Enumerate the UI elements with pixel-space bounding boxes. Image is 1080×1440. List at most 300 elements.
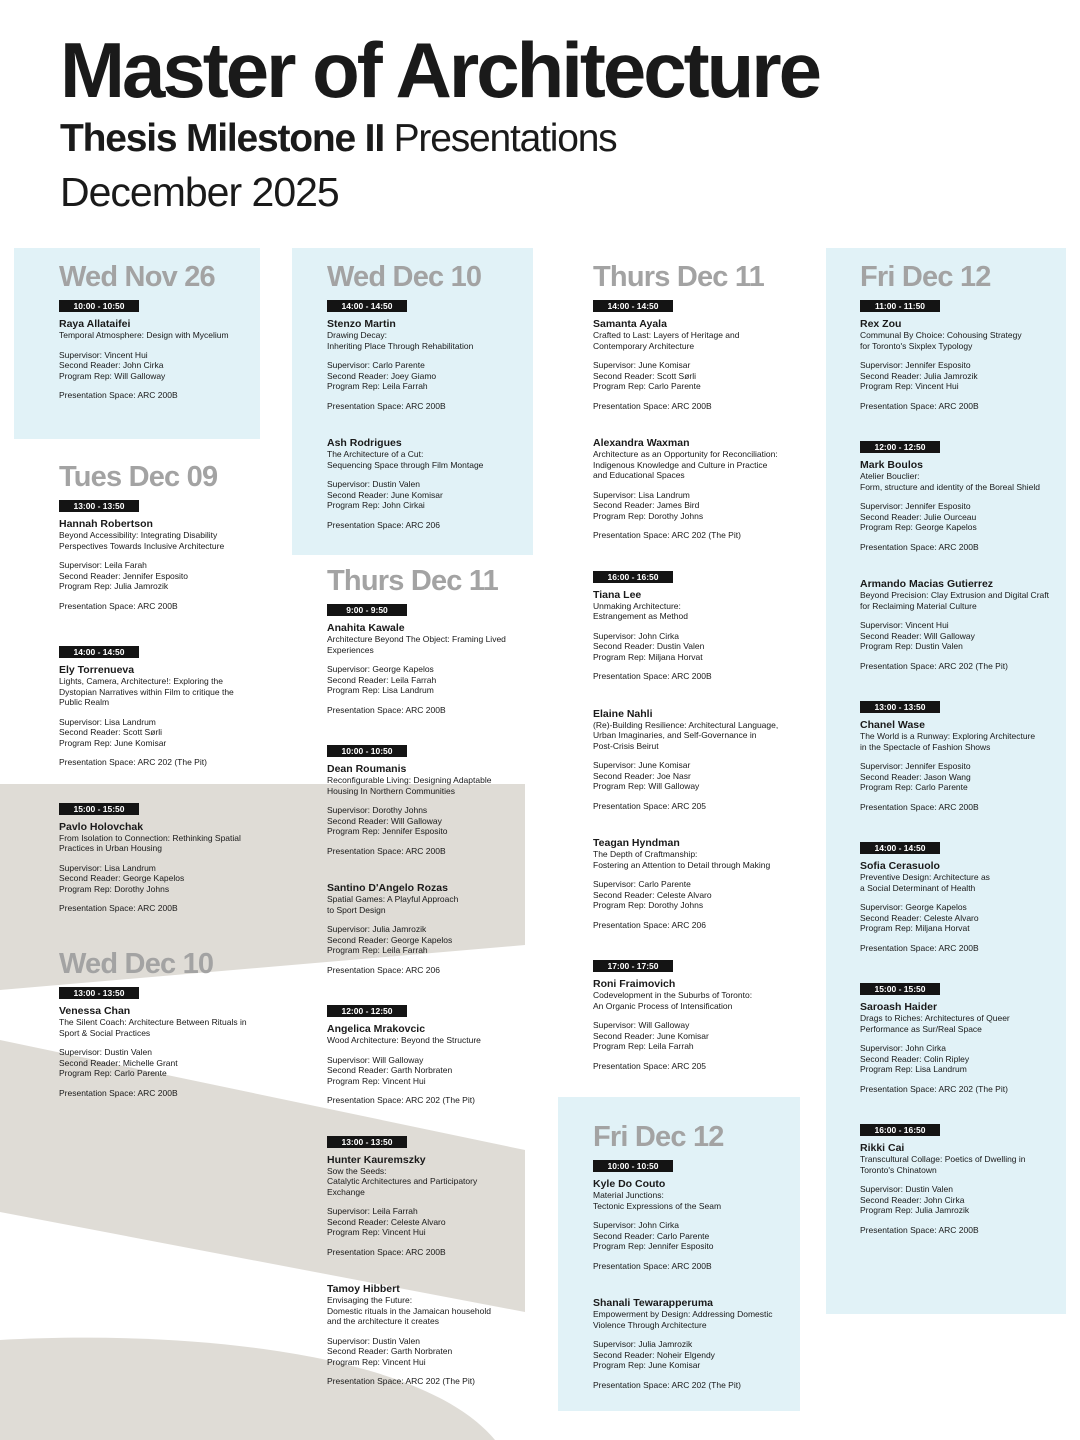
thesis-title: Material Junctions: Tectonic Expressions of the Seam [593,1190,722,1211]
program-rep-name: Will Galloway [648,781,700,791]
presentation-space-room: ARC 206 [405,964,440,975]
committee-list [860,761,1060,793]
presentation-space-label: Presentation Space: [593,530,670,540]
presentation-entry [593,956,793,1071]
committee-list [860,1043,1060,1075]
second-reader-label: Second Reader: [59,1057,121,1068]
supervisor-row [860,360,1060,371]
thesis-title: Sow the Seeds: Catalytic Architectures and Participatory Exchange [327,1165,478,1197]
presentation-space-room: ARC 200B [405,400,446,411]
student-name: Angelica Mrakovcic [327,1023,426,1035]
supervisor-label: Supervisor: [327,664,370,674]
presentation-space [327,705,527,716]
supervisor-row [327,664,527,675]
program-rep-row [327,1357,527,1368]
supervisor-name: Carlo Parente [638,879,691,889]
student-name: Elaine Nahli [593,707,653,720]
supervisor-label: Supervisor: [59,716,102,727]
presentation-space-room: ARC 200B [671,671,712,681]
presentation-space-label: Presentation Space: [59,903,136,913]
student-name: Alexandra Waxman [593,437,690,449]
presentation-space-room: ARC 202 (The Pit) [405,1376,475,1386]
presentation-space [593,1261,793,1272]
committee-list [327,664,527,696]
committee-list [59,350,269,382]
time-slot-badge: 14:00 - 14:50 [593,300,673,312]
second-reader-row [59,727,269,738]
committee-list [59,1047,269,1079]
thesis-title: (Re)-Building Resilience: Architectural Language, Urban Imaginaries, and Self-Governance in Post-Crisis Beirut [593,719,779,751]
presentation-entry [860,697,1060,812]
presentation-space [59,903,269,914]
presentation-entry [327,741,527,856]
supervisor-label: Supervisor: [860,360,903,370]
supervisor-label: Supervisor: [327,1206,370,1216]
day-heading: Wed Nov 26 [59,261,215,293]
presentation-space-label: Presentation Space: [59,390,136,400]
second-reader-label: Second Reader: [327,489,389,500]
committee-list [860,501,1060,533]
presentation-space [327,401,527,412]
program-rep-name: Lisa Landrum [382,685,434,695]
presentation-space [59,601,269,612]
presentation-entry [860,437,1060,552]
supervisor-row [593,1220,793,1231]
thesis-title: Crafted to Last: Layers of Heritage and Contemporary Architecture [593,330,740,351]
second-reader-label: Second Reader: [327,1065,389,1075]
presentation-space-room: ARC 200B [137,600,178,611]
supervisor-name: Dustin Valen [104,1047,152,1057]
supervisor-label: Supervisor: [593,1220,636,1230]
supervisor-name: Lisa Landrum [104,862,156,873]
second-reader-name: Carlo Parente [656,1230,710,1241]
program-rep-name: Leila Farrah [382,945,428,955]
second-reader-row [327,1217,527,1228]
student-name: Anahita Kawale [327,622,405,634]
second-reader-row [593,1231,793,1242]
presentation-entry [327,882,527,975]
presentation-entry [593,708,793,812]
program-rep-label: Program Rep: [327,1075,380,1086]
second-reader-label: Second Reader: [327,1216,389,1227]
supervisor-label: Supervisor: [860,1184,903,1194]
thesis-title: Architecture as an Opportunity for Reconciliation: Indigenous Knowledge and Culture in Practice and Educational Spaces [593,449,778,480]
presentation-entry [327,296,527,411]
thesis-title: Atelier Bouclier: Form, structure and identity of the Boreal Shield [860,471,1041,492]
student-name: Rikki Cai [860,1142,905,1154]
program-rep-row [593,381,793,392]
thesis-title: The World is a Runway: Exploring Architecture in the Spectacle of Fashion Shows [860,731,1036,752]
presentation-space-room: ARC 200B [405,1246,446,1257]
second-reader-name: June Komisar [656,1030,709,1041]
program-rep-name: John Cirkai [382,500,425,510]
supervisor-label: Supervisor: [327,805,370,815]
presentation-space [59,757,269,768]
student-name: Hannah Robertson [59,518,153,530]
supervisor-label: Supervisor: [860,761,903,771]
program-rep-label: Program Rep: [327,1227,380,1237]
program-rep-label: Program Rep: [327,826,380,836]
second-reader-label: Second Reader: [593,1030,655,1041]
supervisor-row [593,490,793,501]
presentation-space [59,1088,269,1099]
time-slot-badge: 10:00 - 10:50 [59,300,139,312]
second-reader-row [860,512,1060,523]
presentation-space-room: ARC 200B [137,903,178,913]
day-heading: Tues Dec 09 [59,461,218,493]
second-reader-label: Second Reader: [860,370,922,381]
student-name: Teagan Hyndman [593,837,680,849]
day-block [327,260,527,530]
program-rep-label: Program Rep: [860,522,913,532]
second-reader-row [327,1346,527,1357]
supervisor-row [593,1020,793,1031]
supervisor-row [593,1339,793,1350]
program-rep-row [860,782,1060,793]
day-heading: Wed Dec 10 [59,948,214,980]
program-rep-name: June Komisar [114,737,167,748]
presentation-entry [327,437,527,530]
presentation-space-label: Presentation Space: [860,942,937,953]
program-rep-label: Program Rep: [59,370,112,381]
supervisor-label: Supervisor: [860,902,903,912]
program-rep-row [327,826,527,837]
presentation-space-label: Presentation Space: [860,1083,937,1094]
committee-list [327,1336,527,1368]
second-reader-label: Second Reader: [860,912,922,923]
second-reader-label: Second Reader: [59,360,121,370]
time-slot-badge: 15:00 - 15:50 [59,803,139,815]
second-reader-row [860,772,1060,783]
program-rep-name: Carlo Parente [648,381,701,391]
supervisor-label: Supervisor: [327,479,370,489]
presentation-entry [860,838,1060,953]
program-rep-label: Program Rep: [327,381,380,391]
thesis-title: Spatial Games: A Playful Approach to Sport Design [327,894,459,915]
committee-list [860,620,1060,652]
supervisor-row [327,1055,527,1066]
presentation-space-label: Presentation Space: [593,1060,670,1071]
subtitle-milestone: Thesis Milestone II [60,117,384,160]
second-reader-label: Second Reader: [593,370,655,381]
supervisor-label: Supervisor: [59,560,102,570]
second-reader-label: Second Reader: [593,641,655,651]
program-rep-name: Dorothy Johns [648,900,704,910]
second-reader-label: Second Reader: [59,570,121,581]
presentation-space-label: Presentation Space: [593,400,670,411]
second-reader-row [593,500,793,511]
student-name: Santino D'Angelo Rozas [327,882,448,894]
presentation-space-label: Presentation Space: [860,541,937,552]
presentation-space [327,846,527,857]
supervisor-row [327,805,527,816]
presentation-space-label: Presentation Space: [327,1246,404,1257]
student-name: Chanel Wase [860,719,925,731]
program-rep-label: Program Rep: [327,500,380,510]
second-reader-row [593,1350,793,1361]
time-slot-badge: 11:00 - 11:50 [860,300,940,312]
second-reader-row [860,371,1060,382]
supervisor-name: Vincent Hui [104,349,148,360]
program-rep-label: Program Rep: [860,381,913,391]
program-rep-name: George Kapelos [915,522,977,532]
supervisor-row [593,360,793,371]
presentation-space-label: Presentation Space: [860,400,937,411]
supervisor-row [327,360,527,371]
program-rep-label: Program Rep: [860,641,913,651]
time-slot-badge: 9:00 - 9:50 [327,604,407,616]
day-block [593,1120,793,1390]
presentation-space-label: Presentation Space: [327,1095,404,1105]
committee-list [593,1220,793,1252]
second-reader-name: Colin Ripley [923,1053,970,1064]
page-date: December 2025 [60,169,339,215]
second-reader-row [860,913,1060,924]
presentation-space [860,943,1060,954]
program-rep-row [59,738,269,749]
second-reader-row [327,816,527,827]
second-reader-row [860,1054,1060,1065]
presentation-space-label: Presentation Space: [327,519,404,530]
second-reader-name: Julie Ourceau [923,511,977,522]
second-reader-name: Joe Nasr [656,770,691,781]
supervisor-row [327,924,527,935]
supervisor-name: Lisa Landrum [104,716,156,727]
presentation-entry [860,1120,1060,1235]
supervisor-row [327,1336,527,1347]
program-rep-label: Program Rep: [327,1356,380,1367]
presentation-entry [593,437,793,541]
second-reader-row [860,631,1060,642]
committee-list [860,1184,1060,1216]
program-rep-row [59,371,269,382]
program-rep-name: Carlo Parente [915,782,968,792]
presentation-space [593,401,793,412]
thesis-title: The Depth of Craftmanship: Fostering an Attention to Detail through Making [593,849,771,870]
program-rep-label: Program Rep: [860,1064,913,1074]
second-reader-name: Celeste Alvaro [390,1216,446,1227]
program-rep-row [593,781,793,792]
student-name: Pavlo Holovchak [59,820,144,833]
presentation-space [327,965,527,976]
second-reader-row [593,890,793,901]
student-name: Ely Torrenueva [59,664,135,676]
presentation-entry [59,799,269,914]
program-rep-row [59,1068,269,1079]
second-reader-name: Joey Giamo [390,370,437,381]
second-reader-name: George Kapelos [390,934,453,945]
student-name: Stenzo Martin [327,318,396,330]
presentation-space-label: Presentation Space: [593,919,670,930]
program-rep-label: Program Rep: [860,1205,913,1215]
supervisor-row [593,879,793,890]
supervisor-row [860,761,1060,772]
day-heading: Fri Dec 12 [860,261,991,293]
program-rep-name: Miljana Horvat [915,923,970,933]
supervisor-label: Supervisor: [327,1335,370,1346]
second-reader-name: Celeste Alvaro [656,889,712,900]
thesis-title: Transcultural Collage: Poetics of Dwelling in Toronto's Chinatown [860,1154,1026,1175]
supervisor-row [59,560,269,571]
presentation-entry [59,296,269,401]
supervisor-name: George Kapelos [905,902,967,912]
time-slot-badge: 13:00 - 13:50 [59,500,139,512]
second-reader-row [327,935,527,946]
presentation-space [860,661,1060,672]
day-heading: Wed Dec 10 [327,261,482,293]
committee-list [59,560,269,592]
presentation-space-room: ARC 200B [671,1260,712,1271]
supervisor-row [59,717,269,728]
presentation-space [327,1095,527,1106]
presentation-entry [860,296,1060,411]
supervisor-label: Supervisor: [327,1054,370,1065]
program-rep-row [593,1241,793,1252]
program-rep-row [593,900,793,911]
presentation-space-label: Presentation Space: [593,800,670,811]
program-rep-name: Carlo Parente [114,1068,167,1078]
second-reader-name: Will Galloway [923,630,975,641]
program-rep-row [327,945,527,956]
supervisor-name: Julia Jamrozik [372,924,427,934]
day-block [593,260,793,1071]
supervisor-name: Dustin Valen [372,479,420,489]
second-reader-row [593,371,793,382]
presentation-entry [327,1283,527,1387]
second-reader-name: Noheir Elgendy [656,1349,715,1360]
second-reader-label: Second Reader: [593,889,655,900]
supervisor-name: Dustin Valen [905,1184,953,1194]
second-reader-name: Dustin Valen [656,641,705,651]
day-block [860,260,1060,1235]
program-rep-row [327,1076,527,1087]
supervisor-row [593,631,793,642]
student-name: Hunter Kauremszky [327,1153,426,1166]
supervisor-row [860,1184,1060,1195]
second-reader-name: Jason Wang [923,771,971,782]
second-reader-label: Second Reader: [860,771,922,782]
thesis-title: The Silent Coach: Architecture Between Rituals in Sport & Social Practices [59,1017,247,1038]
presentation-space-label: Presentation Space: [59,757,136,767]
supervisor-name: Will Galloway [372,1054,424,1065]
presentation-entry [327,1132,527,1258]
second-reader-name: Scott Sørli [122,727,163,737]
presentation-entry [59,983,269,1098]
second-reader-label: Second Reader: [327,815,389,826]
thesis-title: Preventive Design: Architecture as a Social Determinant of Health [860,872,990,893]
supervisor-label: Supervisor: [327,924,370,934]
day-heading: Thurs Dec 11 [327,565,498,597]
supervisor-label: Supervisor: [593,760,636,770]
second-reader-name: Will Galloway [390,815,442,826]
program-rep-name: Leila Farrah [648,1041,694,1051]
second-reader-label: Second Reader: [593,500,655,510]
second-reader-name: John Cirka [923,1194,965,1205]
program-rep-name: Dustin Valen [915,641,963,651]
presentation-space-room: ARC 202 (The Pit) [671,1379,741,1390]
time-slot-badge: 13:00 - 13:50 [860,701,940,713]
second-reader-label: Second Reader: [327,674,389,685]
program-rep-label: Program Rep: [860,923,913,933]
presentation-space-room: ARC 205 [671,1060,706,1071]
presentation-space-room: ARC 200B [938,400,979,411]
student-name: Tiana Lee [593,588,642,601]
presentation-space [593,1380,793,1391]
thesis-title: Lights, Camera, Architecture!: Exploring the Dystopian Narratives within Film to critique the Public Realm [59,676,234,707]
presentation-space-label: Presentation Space: [593,671,670,681]
presentation-space-label: Presentation Space: [59,600,136,611]
presentation-space-label: Presentation Space: [59,1087,136,1098]
program-rep-row [860,1205,1060,1216]
second-reader-label: Second Reader: [860,511,922,522]
supervisor-row [860,902,1060,913]
program-rep-row [327,500,527,511]
program-rep-label: Program Rep: [593,651,646,662]
supervisor-name: Lisa Landrum [638,489,690,500]
day-block [59,260,269,401]
time-slot-badge: 13:00 - 13:50 [59,987,139,999]
second-reader-name: Garth Norbraten [390,1346,453,1356]
committee-list [593,631,793,663]
second-reader-name: June Komisar [390,489,443,500]
supervisor-name: Leila Farah [104,560,147,570]
committee-list [593,1020,793,1052]
time-slot-badge: 16:00 - 16:50 [860,1124,940,1136]
program-rep-name: Dorothy Johns [648,510,704,521]
second-reader-name: Jennifer Esposito [122,570,189,581]
program-rep-name: Vincent Hui [915,381,959,391]
thesis-title: Codevelopment in the Suburbs of Toronto: An Organic Process of Intensification [593,990,753,1011]
second-reader-label: Second Reader: [327,934,389,945]
program-rep-row [59,581,269,592]
second-reader-name: James Bird [656,500,700,510]
subtitle-presentations: Presentations [383,117,617,160]
student-name: Saroash Haider [860,1001,938,1013]
committee-list [327,479,527,511]
program-rep-label: Program Rep: [593,510,646,521]
program-rep-name: Vincent Hui [382,1356,426,1367]
presentation-space [860,401,1060,412]
time-slot-badge: 10:00 - 10:50 [327,745,407,757]
program-rep-name: Lisa Landrum [915,1064,967,1074]
supervisor-row [860,501,1060,512]
day-block [59,947,269,1098]
supervisor-name: Leila Farrah [372,1206,418,1216]
second-reader-row [59,1058,269,1069]
student-name: Venessa Chan [59,1005,131,1017]
presentation-space [59,390,269,401]
student-name: Rex Zou [860,318,902,330]
presentation-entry [593,1156,793,1271]
supervisor-row [59,1047,269,1058]
second-reader-label: Second Reader: [593,1230,655,1241]
thesis-title: Beyond Accessibility: Integrating Disability Perspectives Towards Inclusive Architecture [59,530,225,551]
supervisor-name: Vincent Hui [905,620,949,630]
second-reader-name: George Kapelos [122,873,185,883]
thesis-title: Drawing Decay: Inheriting Place Through Rehabilitation [327,330,474,351]
presentation-entry [860,979,1060,1094]
supervisor-label: Supervisor: [59,862,102,873]
day-block [327,564,527,1387]
supervisor-name: Will Galloway [638,1020,690,1030]
supervisor-label: Supervisor: [860,501,903,511]
supervisor-label: Supervisor: [593,360,636,370]
page-subtitle [60,116,819,162]
presentation-space-label: Presentation Space: [327,1376,404,1386]
second-reader-label: Second Reader: [59,873,121,883]
time-slot-badge: 15:00 - 15:50 [860,983,940,995]
presentation-space-label: Presentation Space: [593,1379,670,1390]
